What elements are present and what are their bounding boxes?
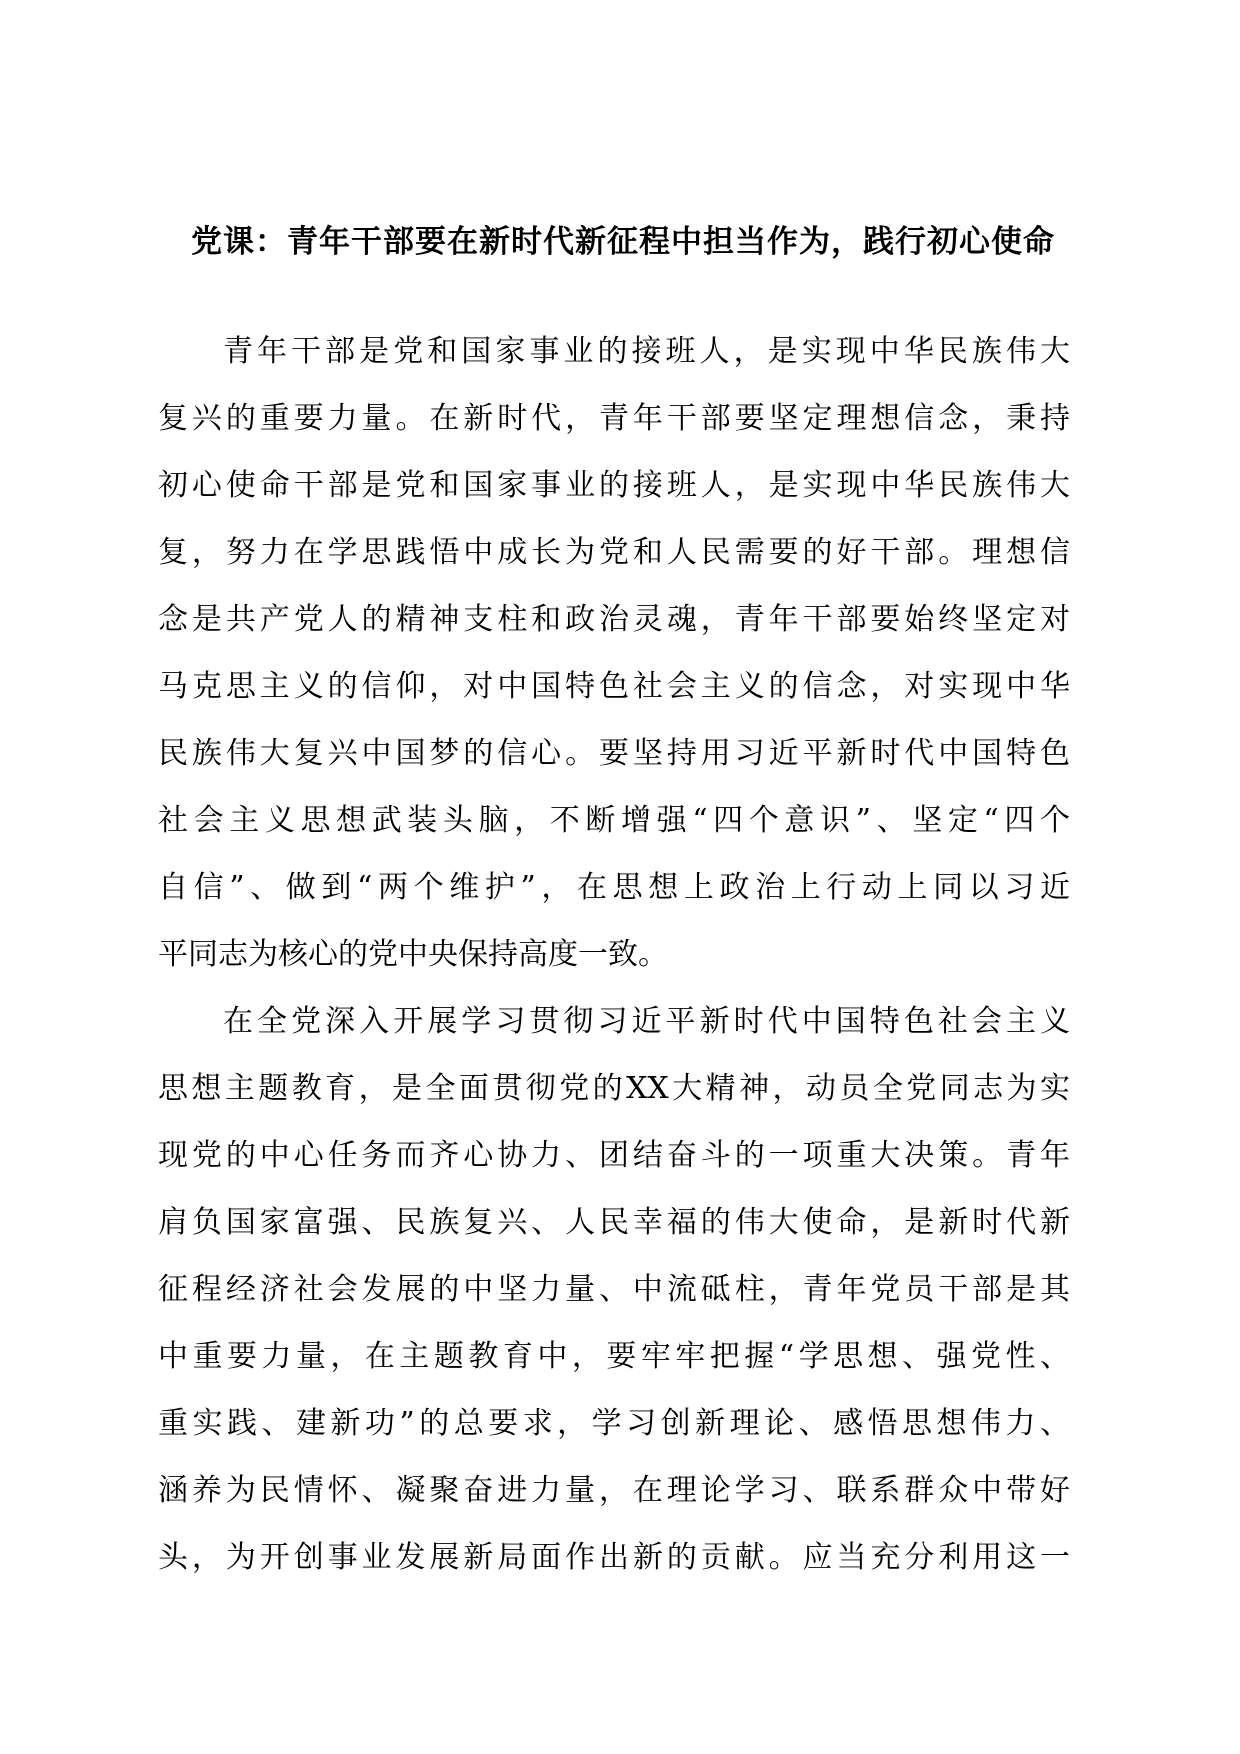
paragraph-1-line-9: 自信”、做到“两个维护”，在思想上政治上行动上同以习近: [158, 870, 1070, 905]
paragraph-2-line-2: 思想主题教育，是全面贯彻党的XX大精神，动员全党同志为实: [158, 1071, 1070, 1106]
paragraph-1-line-8: 社会主义思想武装头脑，不断增强“四个意识”、坚定“四个: [158, 803, 1070, 838]
paragraph-1-line-2: 复兴的重要力量。在新时代，青年干部要坚定理想信念，秉持: [158, 401, 1070, 436]
paragraph-2-line-6: 中重要力量，在主题教育中，要牢牢把握“学思想、强党性、: [158, 1339, 1070, 1374]
paragraph-1-line-1: 青年干部是党和国家事业的接班人，是实现中华民族伟大: [223, 334, 1070, 369]
document-title: 党课：青年干部要在新时代新征程中担当作为，践行初心使命: [191, 224, 1055, 260]
paragraph-1-line-10: 平同志为核心的党中央保持高度一致。: [158, 937, 668, 972]
paragraph-1-line-6: 马克思主义的信仰，对中国特色社会主义的信念，对实现中华: [158, 669, 1070, 704]
paragraph-2-line-9: 头，为开创事业发展新局面作出新的贡献。应当充分利用这一: [158, 1540, 1070, 1575]
paragraph-2-line-7: 重实践、建新功”的总要求，学习创新理论、感悟思想伟力、: [158, 1406, 1070, 1441]
paragraph-2-line-3: 现党的中心任务而齐心协力、团结奋斗的一项重大决策。青年: [158, 1138, 1070, 1173]
paragraph-2-line-8: 涵养为民情怀、凝聚奋进力量，在理论学习、联系群众中带好: [158, 1473, 1070, 1508]
paragraph-1-line-5: 念是共产党人的精神支柱和政治灵魂，青年干部要始终坚定对: [158, 602, 1070, 637]
paragraph-2-line-4: 肩负国家富强、民族复兴、人民幸福的伟大使命，是新时代新: [158, 1205, 1070, 1240]
paragraph-1-line-3: 初心使命干部是党和国家事业的接班人，是实现中华民族伟大: [158, 468, 1070, 503]
document-body: [158, 318, 1070, 1591]
paragraph-2-line-1: 在全党深入开展学习贯彻习近平新时代中国特色社会主义: [223, 1004, 1070, 1039]
paragraph-1-line-4: 复，努力在学思践悟中成长为党和人民需要的好干部。理想信: [158, 535, 1070, 570]
paragraph-1-line-7: 民族伟大复兴中国梦的信心。要坚持用习近平新时代中国特色: [158, 736, 1070, 771]
paragraph-2-line-5: 征程经济社会发展的中坚力量、中流砥柱，青年党员干部是其: [158, 1272, 1070, 1307]
